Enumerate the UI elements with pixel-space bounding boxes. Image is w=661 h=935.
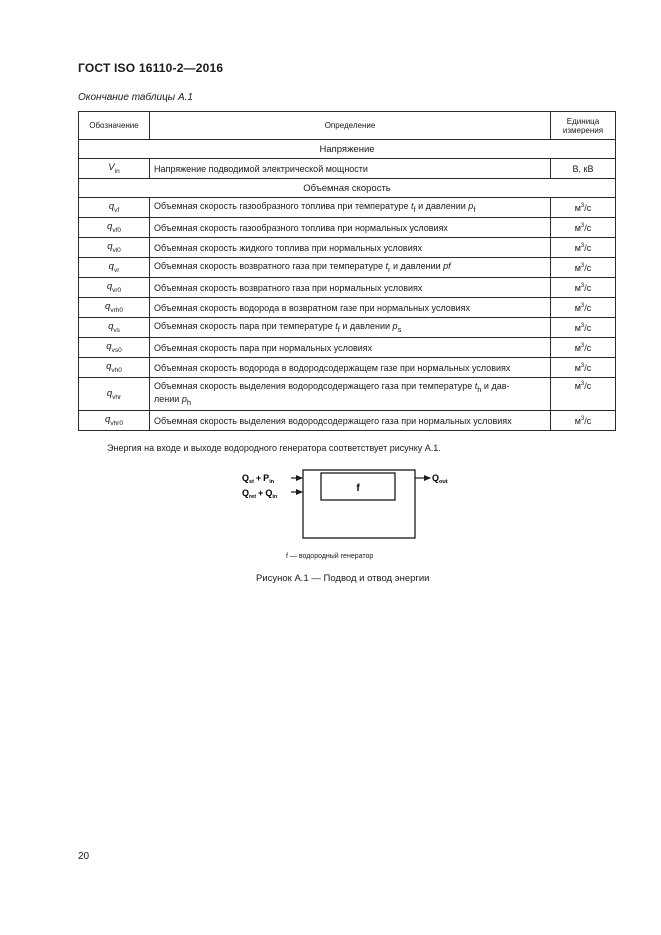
table-row: [79, 378, 616, 411]
section-title: Напряжение: [79, 140, 616, 159]
input-label-2: $Q_{ret} + Q_{in}$: [242, 488, 278, 500]
definition-cell: Объемная скорость возвратного газа при температуре $t_r$ и давлении pf: [150, 258, 551, 278]
definition-cell: Объемная скорость возвратного газа при нормальных условиях: [150, 278, 551, 298]
header-definition: Определение: [150, 112, 551, 140]
unit-cell: В, кВ: [551, 159, 616, 179]
table-row: [79, 218, 616, 238]
definition-cell: Объемная скорость водорода в возвратном газе при нормальных условиях: [150, 298, 551, 318]
symbol-cell: $q_{vh0}$: [79, 358, 150, 378]
unit-cell: $м^3/с$: [551, 378, 616, 411]
body-paragraph: Энергия на входе и выходе водородного генератора соответствует рисунку А.1.: [107, 443, 441, 453]
table-header-row: [79, 112, 616, 140]
symbol-cell: $V_{in}$: [79, 159, 150, 179]
symbol-cell: $q_{vs0}$: [79, 338, 150, 358]
definition-cell: Объемная скорость газообразного топлива при температуре $t_f$ и давлении $p_f$: [150, 198, 551, 218]
unit-cell: $м^3/с$: [551, 411, 616, 431]
table-row: [79, 338, 616, 358]
table-row: [79, 159, 616, 179]
unit-cell: $м^3/с$: [551, 318, 616, 338]
definition-cell: Объемная скорость водорода в водородсодержащем газе при нормальных условиях: [150, 358, 551, 378]
table-row: [79, 278, 616, 298]
section-row-volume-rate: [79, 179, 616, 198]
table-row: [79, 411, 616, 431]
unit-cell: $м^3/с$: [551, 238, 616, 258]
unit-cell: $м^3/с$: [551, 338, 616, 358]
section-row-voltage: [79, 140, 616, 159]
table-row: [79, 258, 616, 278]
table-caption: Окончание таблицы А.1: [78, 92, 193, 103]
unit-cell: $м^3/с$: [551, 298, 616, 318]
header-symbol: Обозначение: [79, 112, 150, 140]
definitions-table: [78, 111, 616, 431]
table-row: [79, 318, 616, 338]
symbol-cell: $q_{vr}$: [79, 258, 150, 278]
definition-cell: Напряжение подводимой электрической мощности: [150, 159, 551, 179]
page-number: 20: [78, 851, 90, 862]
symbol-cell: $q_{vhr}$: [79, 378, 150, 411]
symbol-cell: $q_{vr0}$: [79, 278, 150, 298]
unit-cell: $м^3/с$: [551, 278, 616, 298]
table-row: [79, 358, 616, 378]
table-row: [79, 298, 616, 318]
output-label: $Q_{out}$: [432, 473, 448, 485]
symbol-cell: $q_{vrh0}$: [79, 298, 150, 318]
definition-cell: Объемная скорость пара при температуре $t_f$ и давлении $p_s$: [150, 318, 551, 338]
figure-caption: Рисунок А.1 — Подвод и отвод энергии: [256, 573, 430, 584]
symbol-cell: $q_{vl0}$: [79, 238, 150, 258]
definition-cell: Объемная скорость газообразного топлива при нормальных условиях: [150, 218, 551, 238]
symbol-cell: $q_{vf}$: [79, 198, 150, 218]
section-title: Объемная скорость: [79, 179, 616, 198]
definition-cell: Объемная скорость пара при нормальных условиях: [150, 338, 551, 358]
input-label-1: $Q_{st} + P_{in}$: [242, 473, 275, 485]
definition-cell: Объемная скорость жидкого топлива при нормальных условиях: [150, 238, 551, 258]
symbol-cell: $q_{vs}$: [79, 318, 150, 338]
figure-legend: f — водородный генератор: [286, 553, 374, 560]
symbol-cell: $q_{vf0}$: [79, 218, 150, 238]
generator-outer-box: [303, 470, 415, 538]
unit-cell: $м^3/с$: [551, 198, 616, 218]
unit-cell: $м^3/с$: [551, 218, 616, 238]
definition-cell: Объемная скорость выделения водородсодержащего газа при нормальных условиях: [150, 411, 551, 431]
energy-diagram: [238, 468, 468, 544]
table-row: [79, 198, 616, 218]
block-label: f: [356, 483, 360, 494]
document-title: ГОСТ ISO 16110-2—2016: [78, 61, 224, 75]
table-row: [79, 238, 616, 258]
symbol-cell: $q_{vhr0}$: [79, 411, 150, 431]
unit-cell: $м^3/с$: [551, 258, 616, 278]
unit-cell: $м^3/с$: [551, 358, 616, 378]
definition-cell: Объемная скорость выделения водородсодержащего газа при температуре $t_h$ и дав- лении $p_h$: [150, 378, 551, 411]
header-unit: Единица измерения: [551, 112, 616, 140]
